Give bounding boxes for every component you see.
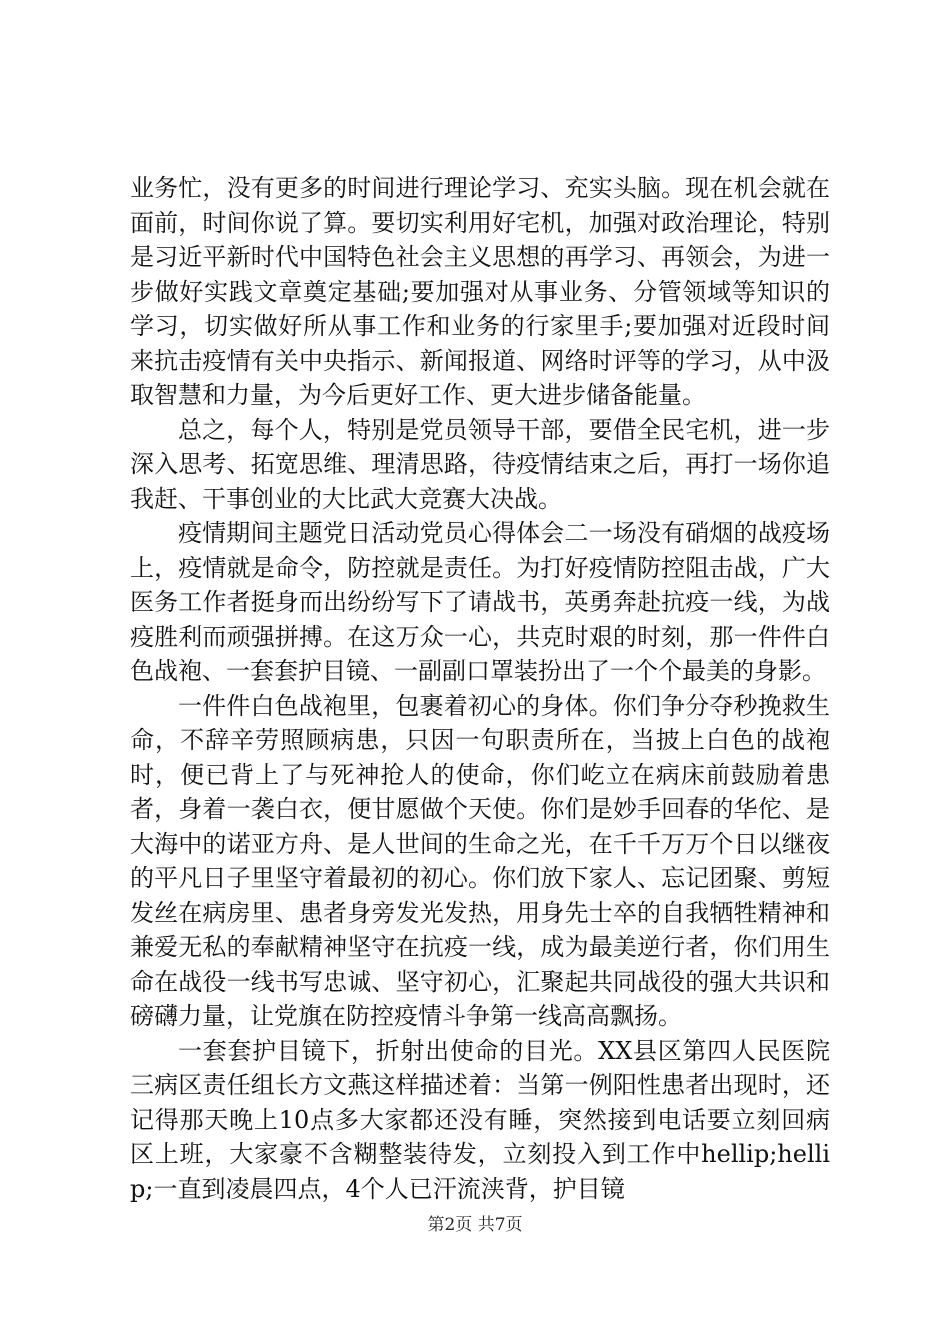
paragraph-3: 疫情期间主题党日活动党员心得体会二一场没有硝烟的战疫场上，疫情就是命令，防控就是责任。为打好疫情防控阻击战，广大医务工作者挺身而出纷纷写下了请战书，英勇奔赴抗疫一线，为战疫胜利而顽强拼搏。在这万众一心，共克时艰的时刻，那一件件白色战袍、一套套护目镜、一副副口罩装扮出了一个个最美的身影。 <box>130 519 830 685</box>
document-body <box>130 171 830 1206</box>
page-footer: 第2页 共7页 <box>427 1215 523 1235</box>
paragraph-1: 业务忙，没有更多的时间进行理论学习、充实头脑。现在机会就在面前，时间你说了算。要切实利用好宅机，加强对政治理论，特别是习近平新时代中国特色社会主义思想的再学习、再领会，为进一步做好实践文章奠定基础;要加强对从事业务、分管领域等知识的学习，切实做好所从事工作和业务的行家里手;要加强对近段时间来抗击疫情有关中央指示、新闻报道、网络时评等的学习，从中汲取智慧和力量，为今后更好工作、更大进步储备能量。 <box>130 174 830 409</box>
paragraph-5: 一套套护目镜下，折射出使命的目光。XX县区第四人民医院三病区责任组长方文燕这样描述着：当第一例阳性患者出现时，还记得那天晚上10点多大家都还没有睡，突然接到电话要立刻回病区上班，大家豪不含糊整装待发，立刻投入到工作中hellip;hellip;一直到凌晨四点，4个人已汗流浃背，护目镜 <box>130 1036 830 1203</box>
paragraph-2: 总之，每个人，特别是党员领导干部，要借全民宅机，进一步深入思考、拓宽思维、理清思路，待疫情结束之后，再打一场你追我赶、干事创业的大比武大竞赛大决战。 <box>130 415 830 513</box>
paragraph-4: 一件件白色战袍里，包裹着初心的身体。你们争分夺秒挽救生命，不辞辛劳照顾病患，只因一句职责所在，当披上白色的战袍时，便已背上了与死神抢人的使命，你们屹立在病床前鼓励着患者，身着一袭白衣，便甘愿做个天使。你们是妙手回春的华佗、是大海中的诺亚方舟、是人世间的生命之光，在千千万万个日以继夜的平凡日子里坚守着最初的初心。你们放下家人、忘记团聚、剪短发丝在病房里、患者身旁发光发热，用身先士卒的自我牺牲精神和兼爱无私的奉献精神坚守在抗疫一线，成为最美逆行者，你们用生命在战役一线书写忠诚、坚守初心，汇聚起共同战役的强大共识和磅礴力量，让党旗在防控疫情斗争第一线高高飘扬。 <box>130 691 830 1030</box>
